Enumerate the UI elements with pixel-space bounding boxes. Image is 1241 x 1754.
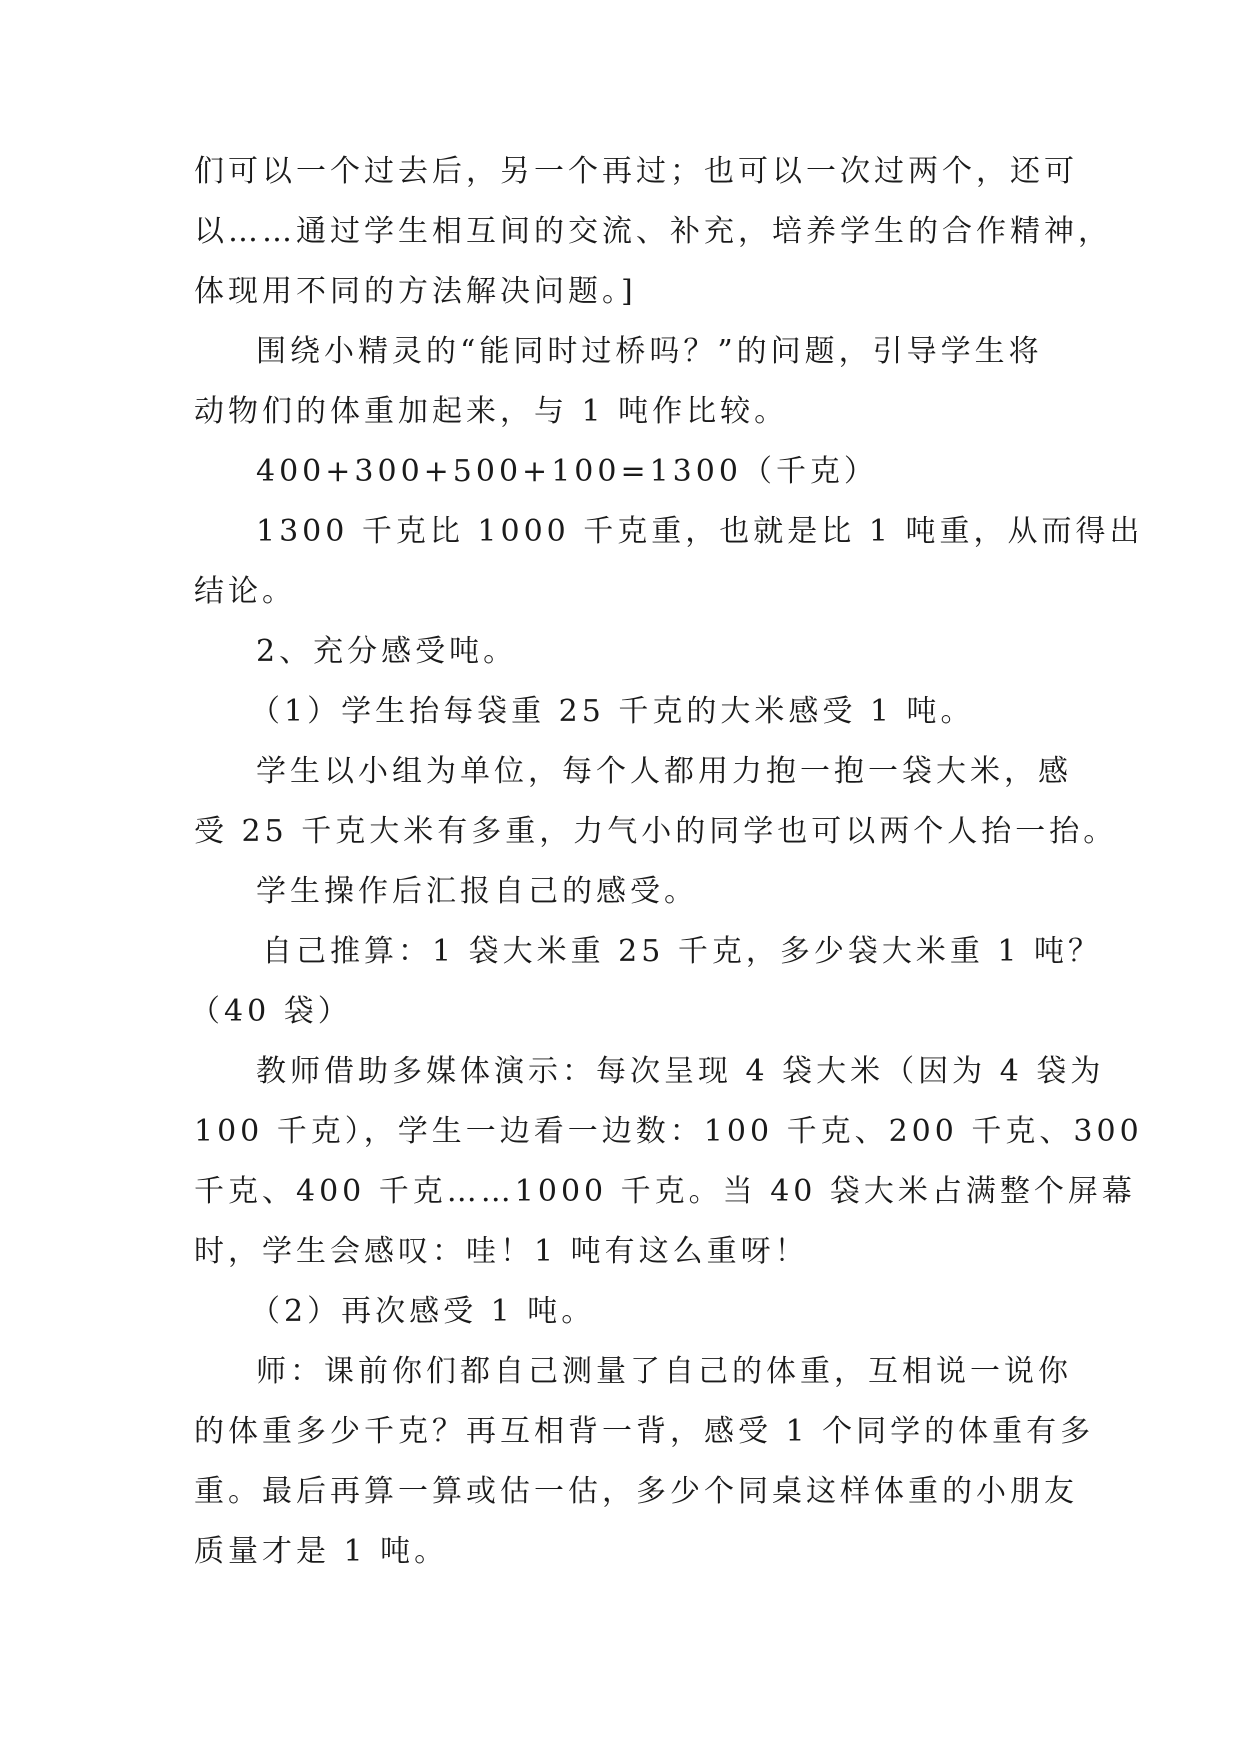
text-line: 体现用不同的方法解决问题。] — [194, 274, 637, 309]
paragraph-start-line: 自己推算：1 袋大米重 25 千克，多少袋大米重 1 吨？ — [262, 934, 1103, 969]
paragraph-start-line: 围绕小精灵的“能同时过桥吗？”的问题，引导学生将 — [256, 334, 1043, 369]
text-line: 受 25 千克大米有多重，力气小的同学也可以两个人抬一抬。 — [194, 814, 1118, 849]
paragraph-start-line: 师：课前你们都自己测量了自己的体重，互相说一说你 — [256, 1354, 1072, 1389]
text-line: 结论。 — [194, 574, 296, 609]
text-line: 重。最后再算一算或估一估，多少个同桌这样体重的小朋友 — [194, 1474, 1078, 1509]
text-line: （40 袋） — [190, 994, 352, 1029]
text-line: 100 千克），学生一边看一边数：100 千克、200 千克、300 — [194, 1114, 1143, 1149]
paragraph-start-line: 学生操作后汇报自己的感受。 — [256, 874, 698, 909]
paragraph-start-line: 1300 千克比 1000 千克重，也就是比 1 吨重，从而得出 — [256, 514, 1144, 549]
subsection-heading: （2）再次感受 1 吨。 — [250, 1294, 596, 1329]
paragraph-start-line: 学生以小组为单位，每个人都用力抱一抱一袋大米，感 — [256, 754, 1072, 789]
text-line: 质量才是 1 吨。 — [194, 1534, 449, 1569]
text-line: 的体重多少千克？再互相背一背，感受 1 个同学的体重有多 — [194, 1414, 1095, 1449]
subsection-heading: （1）学生抬每袋重 25 千克的大米感受 1 吨。 — [250, 694, 975, 729]
text-line: 动物们的体重加起来，与 1 吨作比较。 — [194, 394, 789, 429]
text-line: 时，学生会感叹：哇！1 吨有这么重呀！ — [194, 1234, 809, 1269]
equation-line: 400+300+500+100=1300（千克） — [256, 454, 878, 489]
text-line: 以……通过学生相互间的交流、补充，培养学生的合作精神， — [194, 214, 1112, 249]
paragraph-start-line: 教师借助多媒体演示：每次呈现 4 袋大米（因为 4 袋为 — [256, 1054, 1105, 1089]
document-page — [190, 152, 1144, 1592]
text-line: 们可以一个过去后，另一个再过；也可以一次过两个，还可 — [194, 154, 1078, 189]
text-line: 千克、400 千克……1000 千克。当 40 袋大米占满整个屏幕 — [194, 1174, 1136, 1209]
section-heading: 2、充分感受吨。 — [256, 634, 518, 669]
